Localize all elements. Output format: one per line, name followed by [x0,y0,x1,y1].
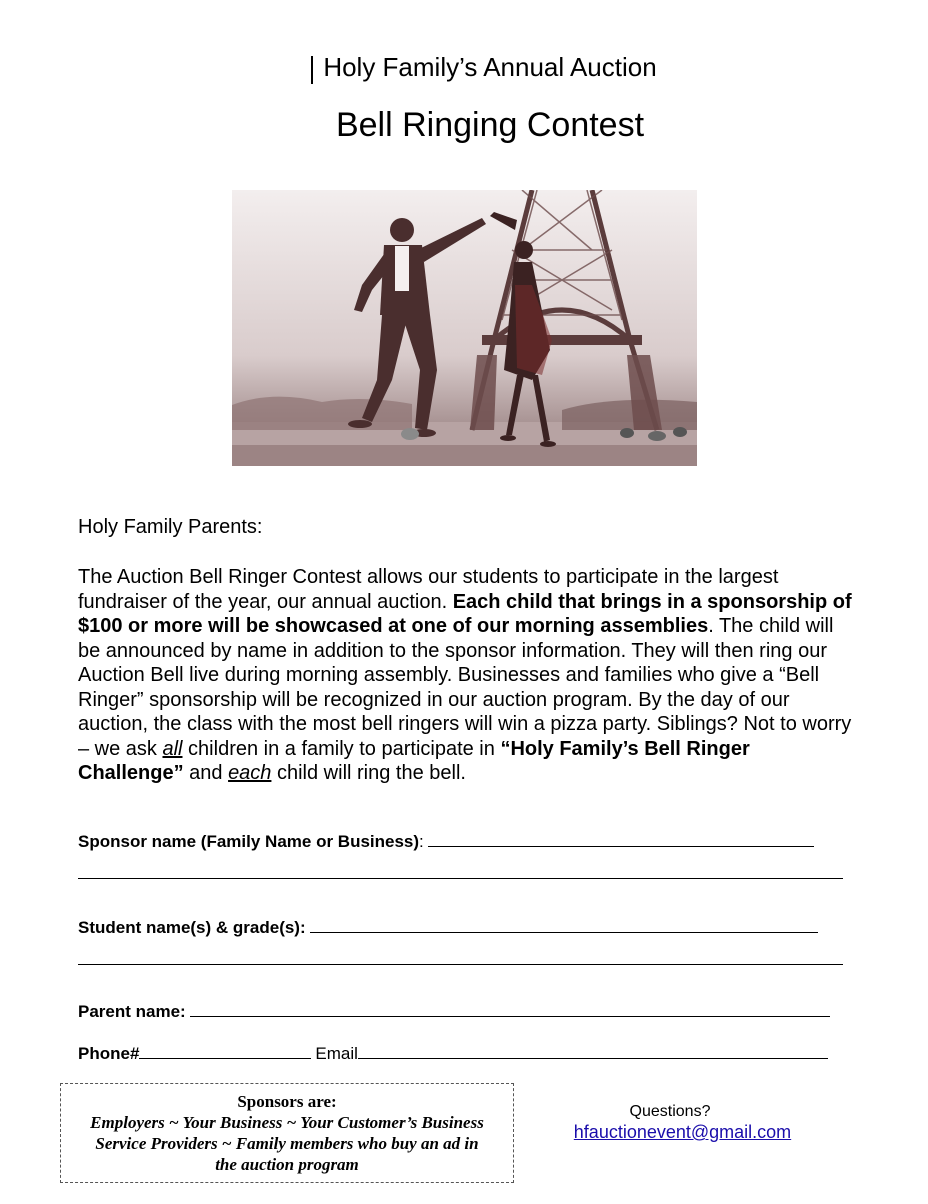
body-emphasis-each: each [228,762,272,784]
photo-illustration [232,190,697,466]
student-names-line[interactable] [310,918,818,933]
contact-email-link[interactable]: hfauctionevent@gmail.com [573,1122,792,1142]
sponsors-line-3: the auction program [215,1155,359,1174]
parent-name-label: Parent name: [78,1002,186,1021]
parent-name-field[interactable] [78,1002,830,1022]
body-text-4: and [183,762,229,784]
letter-body [78,565,853,786]
student-names-label: Student name(s) & grade(s): [78,918,306,937]
student-names-field[interactable] [78,918,818,938]
sponsor-name-line[interactable] [428,832,814,847]
body-emphasis-all: all [162,737,183,760]
document-title: Holy Family’s Annual Auction [323,52,657,82]
body-text-1: The Auction Bell Ringer Contest allows our students to participate in the largest fundraiser of the year, our annual auction. [78,566,779,613]
sponsors-line-2: Service Providers ~ Family members who buy an ad in [95,1134,479,1153]
body-text-5: child will ring the bell. [271,762,466,784]
document-subtitle: Bell Ringing Contest [335,106,645,144]
sponsor-name-label: Sponsor name (Family Name or Business) [78,832,420,851]
sponsor-name-colon: : [419,832,424,851]
questions-label: Questions? [629,1103,711,1120]
sponsors-line-1: Employers ~ Your Business ~ Your Customer’s Business [90,1113,484,1132]
body-text-2: . The child will be announced by name in addition to the sponsor information. They will then ring our Auction Bell live during morning assembly. Businesses and families who give a “Bell Ringer” sponsorship will be recognized in our auction program. By the day of our auction, the class with the most bell ringers will win a pizza party. Siblings? Not to worry – we ask [78,615,852,760]
phone-line[interactable] [139,1044,311,1059]
body-bold-challenge: “Holy Family’s Bell Ringer Challenge” [78,737,750,784]
sponsor-name-field[interactable] [78,832,814,852]
phone-email-field[interactable] [78,1044,828,1064]
sponsors-info-box [60,1083,514,1183]
body-bold-showcase: Each child that brings in a sponsorship of $100 or more will be showcased at one of our morning assemblies [78,590,852,637]
parent-name-line[interactable] [190,1002,830,1017]
phone-label: Phone# [78,1044,140,1063]
dancing-couple-photo [232,190,697,466]
email-line[interactable] [358,1044,828,1059]
email-label: Email [315,1044,358,1063]
sponsors-heading: Sponsors are: [237,1092,337,1111]
student-names-continuation-line[interactable] [78,964,843,965]
sponsor-name-continuation-line[interactable] [78,878,843,879]
letter-greeting: Holy Family Parents: [78,516,263,538]
body-text-3: children in a family to participate in [182,737,501,760]
